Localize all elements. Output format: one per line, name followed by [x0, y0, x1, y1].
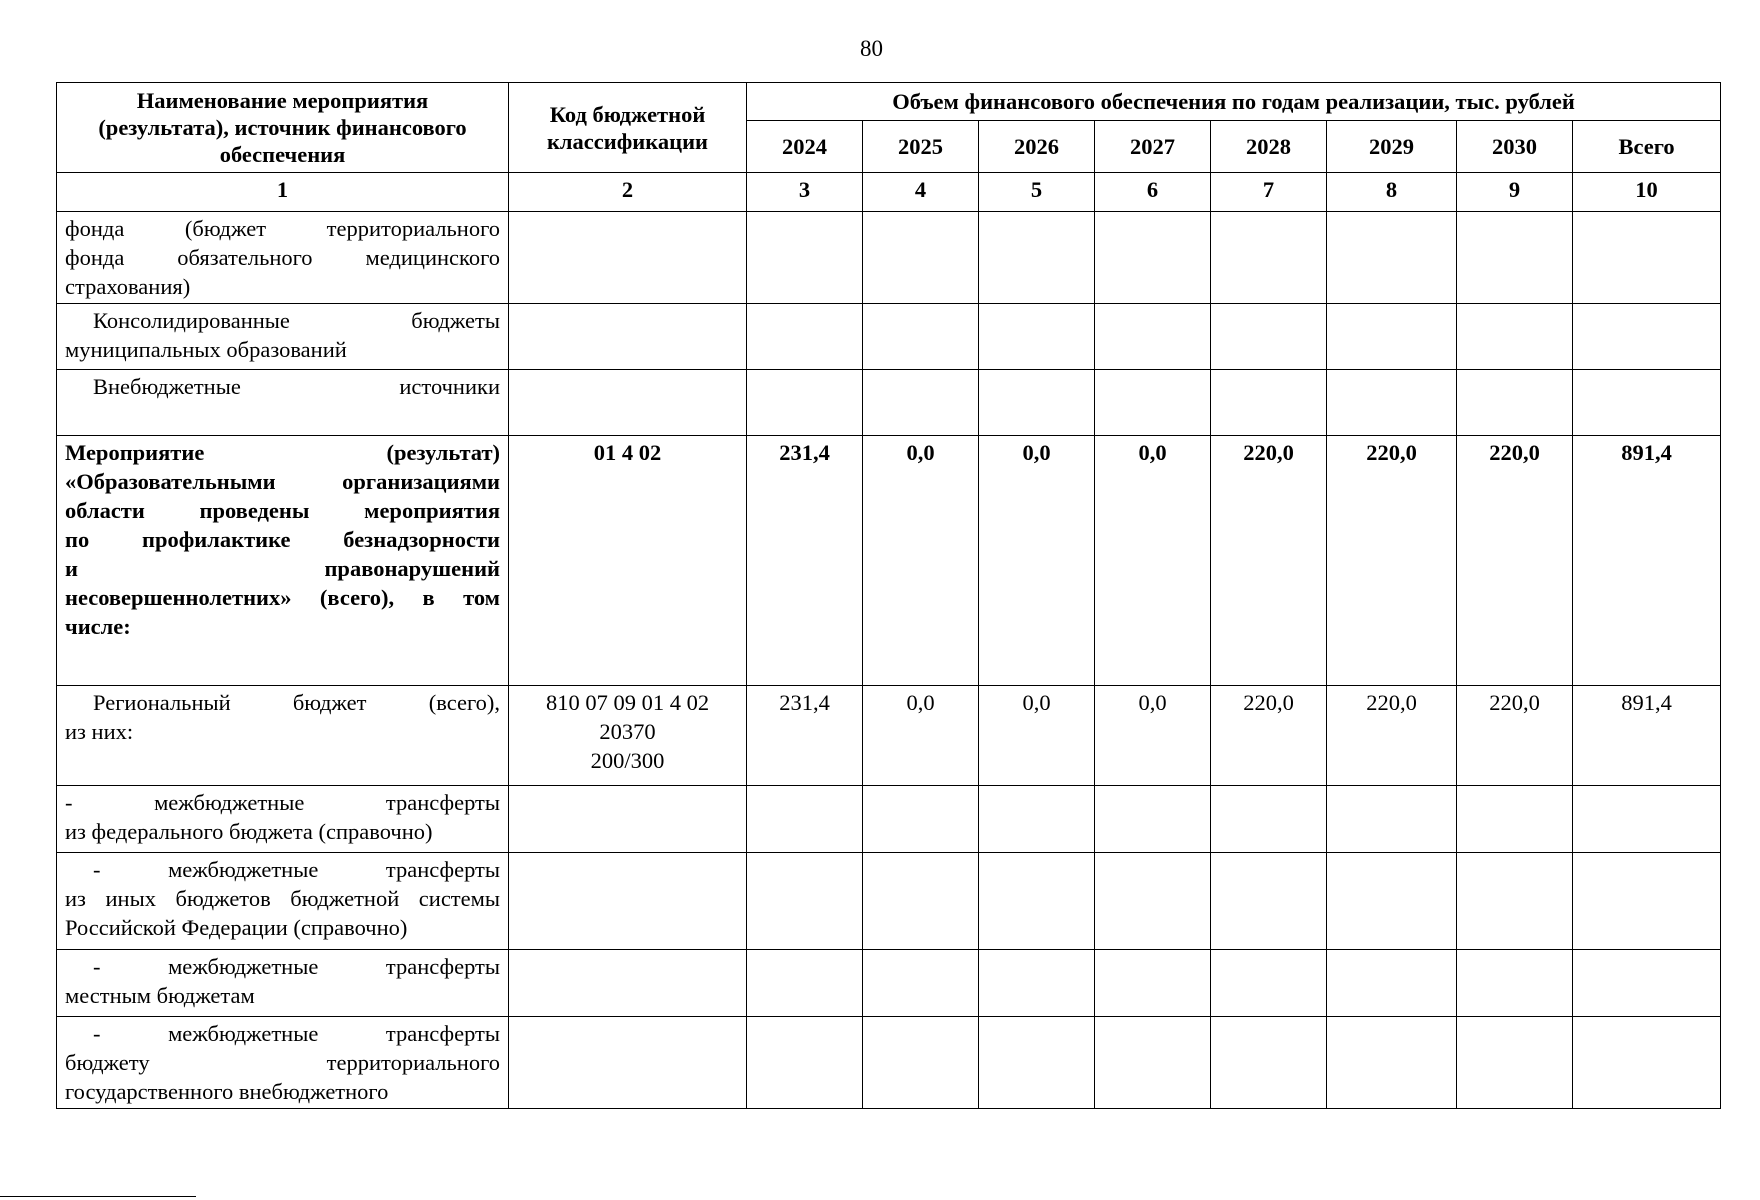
- row-total: [1573, 786, 1721, 853]
- row-value: [1327, 786, 1457, 853]
- row-value: [1327, 212, 1457, 304]
- column-numbers-row: [57, 173, 1721, 212]
- row-code: [509, 212, 747, 304]
- table-row: [57, 786, 1721, 853]
- table-row: [57, 853, 1721, 950]
- row-value: [1457, 853, 1573, 950]
- table-row: [57, 1017, 1721, 1109]
- row-value: 220,0: [1327, 436, 1457, 686]
- row-value: [979, 212, 1095, 304]
- header-volume: Объем финансового обеспечения по годам реализации, тыс. рублей: [747, 83, 1721, 121]
- row-value: [1327, 1017, 1457, 1109]
- row-value: [747, 1017, 863, 1109]
- row-value: [1211, 212, 1327, 304]
- footnote-rule: [0, 1196, 196, 1197]
- table-body: [57, 212, 1721, 1109]
- column-number: 8: [1327, 173, 1457, 212]
- table-row: [57, 370, 1721, 436]
- row-code: [509, 686, 747, 786]
- row-value: 220,0: [1457, 436, 1573, 686]
- row-value: [1211, 853, 1327, 950]
- header-name: Наименование мероприятия (результата), источник финансового обеспечения: [57, 83, 509, 173]
- header-year: 2027: [1095, 121, 1211, 173]
- row-name-line: и правонарушений: [65, 556, 500, 581]
- header-year: 2029: [1327, 121, 1457, 173]
- row-value: [979, 853, 1095, 950]
- header-year: 2030: [1457, 121, 1573, 173]
- row-name: [57, 436, 509, 686]
- row-name-line: местным бюджетам: [65, 983, 255, 1008]
- row-value: [747, 370, 863, 436]
- column-number: 2: [509, 173, 747, 212]
- row-value: [1095, 1017, 1211, 1109]
- row-name-line: фонда (бюджет территориального: [65, 216, 500, 241]
- row-value: [1457, 786, 1573, 853]
- row-value: [1095, 212, 1211, 304]
- row-total: [1573, 950, 1721, 1017]
- table-row: [57, 436, 1721, 686]
- row-value: [747, 304, 863, 370]
- row-value: [1327, 950, 1457, 1017]
- row-code: [509, 1017, 747, 1109]
- row-code: [509, 950, 747, 1017]
- row-value: [1457, 370, 1573, 436]
- row-name-line: бюджету территориального: [65, 1050, 500, 1075]
- row-code: [509, 786, 747, 853]
- header-year: 2024: [747, 121, 863, 173]
- row-name-line: - межбюджетные трансферты: [93, 857, 500, 882]
- row-name: [57, 1017, 509, 1109]
- row-code-line: 200/300: [590, 748, 665, 773]
- row-code: 01 4 02: [509, 436, 747, 686]
- row-name-line: Консолидированные бюджеты: [93, 308, 500, 333]
- row-value: [747, 786, 863, 853]
- row-value: [863, 1017, 979, 1109]
- row-value: [1457, 304, 1573, 370]
- row-value: [1211, 950, 1327, 1017]
- row-name-line: страхования): [65, 274, 191, 299]
- row-name-line: несовершеннолетних» (всего), в том: [65, 585, 500, 610]
- row-value: [1211, 786, 1327, 853]
- row-name-line: числе:: [65, 614, 131, 639]
- row-total: [1573, 853, 1721, 950]
- row-value: 220,0: [1211, 686, 1327, 786]
- row-total: 891,4: [1573, 686, 1721, 786]
- header-total: Всего: [1573, 121, 1721, 173]
- row-value: [1095, 786, 1211, 853]
- row-name-line: - межбюджетные трансферты: [93, 954, 500, 979]
- row-code-line: 810 07 09 01 4 02: [545, 690, 710, 715]
- header-year: 2026: [979, 121, 1095, 173]
- row-value: [979, 1017, 1095, 1109]
- row-value: [1457, 212, 1573, 304]
- row-name-line: - межбюджетные трансферты: [65, 790, 500, 815]
- table-row: [57, 212, 1721, 304]
- row-name-line: «Образовательными организациями: [65, 469, 500, 494]
- header-year: 2028: [1211, 121, 1327, 173]
- row-name-line: из федерального бюджета (справочно): [65, 819, 433, 844]
- row-name-line: муниципальных образований: [65, 337, 347, 362]
- row-name-line: области проведены мероприятия: [65, 498, 500, 523]
- row-name: [57, 853, 509, 950]
- row-value: [747, 950, 863, 1017]
- row-code: [509, 370, 747, 436]
- row-value: [863, 853, 979, 950]
- row-value: 231,4: [747, 686, 863, 786]
- row-name-line: по профилактике безнадзорности: [65, 527, 500, 552]
- row-value: 0,0: [863, 686, 979, 786]
- row-value: [863, 786, 979, 853]
- table-row: [57, 304, 1721, 370]
- column-number: 10: [1573, 173, 1721, 212]
- row-name: [57, 370, 509, 436]
- row-value: [1327, 304, 1457, 370]
- row-name: [57, 950, 509, 1017]
- row-name-line: из иных бюджетов бюджетной системы: [65, 886, 500, 911]
- row-value: 0,0: [1095, 686, 1211, 786]
- row-code: [509, 304, 747, 370]
- column-number: 1: [57, 173, 509, 212]
- row-value: 220,0: [1327, 686, 1457, 786]
- row-value: [1095, 370, 1211, 436]
- row-name: [57, 686, 509, 786]
- row-value: [863, 212, 979, 304]
- row-name-line: из них:: [65, 719, 134, 744]
- row-value: [1457, 950, 1573, 1017]
- row-value: 0,0: [979, 686, 1095, 786]
- row-name-line: Региональный бюджет (всего),: [93, 690, 500, 715]
- header-year: 2025: [863, 121, 979, 173]
- row-code-line: 20370: [599, 719, 656, 744]
- row-total: [1573, 370, 1721, 436]
- row-name: [57, 786, 509, 853]
- row-value: [1095, 304, 1211, 370]
- column-number: 5: [979, 173, 1095, 212]
- row-value: [1211, 1017, 1327, 1109]
- row-value: [1327, 853, 1457, 950]
- row-value: [747, 853, 863, 950]
- row-name-line: - межбюджетные трансферты: [93, 1021, 500, 1046]
- row-total: [1573, 1017, 1721, 1109]
- row-value: 231,4: [747, 436, 863, 686]
- column-number: 6: [1095, 173, 1211, 212]
- row-total: [1573, 212, 1721, 304]
- row-name: [57, 212, 509, 304]
- row-value: [863, 304, 979, 370]
- row-value: 220,0: [1211, 436, 1327, 686]
- column-number: 4: [863, 173, 979, 212]
- row-value: 220,0: [1457, 686, 1573, 786]
- row-value: [863, 370, 979, 436]
- row-name-line: Мероприятие (результат): [65, 440, 500, 465]
- budget-table: [56, 82, 1721, 1109]
- row-name-line: государственного внебюджетного: [65, 1079, 389, 1104]
- row-value: [979, 786, 1095, 853]
- header-code: Код бюджетной классификации: [509, 83, 747, 173]
- row-value: [1211, 370, 1327, 436]
- row-value: [979, 950, 1095, 1017]
- row-value: 0,0: [1095, 436, 1211, 686]
- row-name-line: Российской Федерации (справочно): [65, 915, 408, 940]
- column-number: 3: [747, 173, 863, 212]
- page-number: 80: [860, 36, 883, 61]
- row-value: [1095, 853, 1211, 950]
- row-value: [1211, 304, 1327, 370]
- row-total: 891,4: [1573, 436, 1721, 686]
- row-value: 0,0: [979, 436, 1095, 686]
- row-name-line: Внебюджетные источники: [93, 374, 500, 399]
- row-value: [1457, 1017, 1573, 1109]
- row-name-line: фонда обязательного медицинского: [65, 245, 500, 270]
- table-row: [57, 686, 1721, 786]
- column-number: 7: [1211, 173, 1327, 212]
- row-value: [1095, 950, 1211, 1017]
- row-value: [1327, 370, 1457, 436]
- table-row: [57, 950, 1721, 1017]
- row-name: [57, 304, 509, 370]
- row-value: [747, 212, 863, 304]
- row-value: [863, 950, 979, 1017]
- column-number: 9: [1457, 173, 1573, 212]
- row-total: [1573, 304, 1721, 370]
- row-value: [979, 370, 1095, 436]
- row-value: [979, 304, 1095, 370]
- row-code: [509, 853, 747, 950]
- row-value: 0,0: [863, 436, 979, 686]
